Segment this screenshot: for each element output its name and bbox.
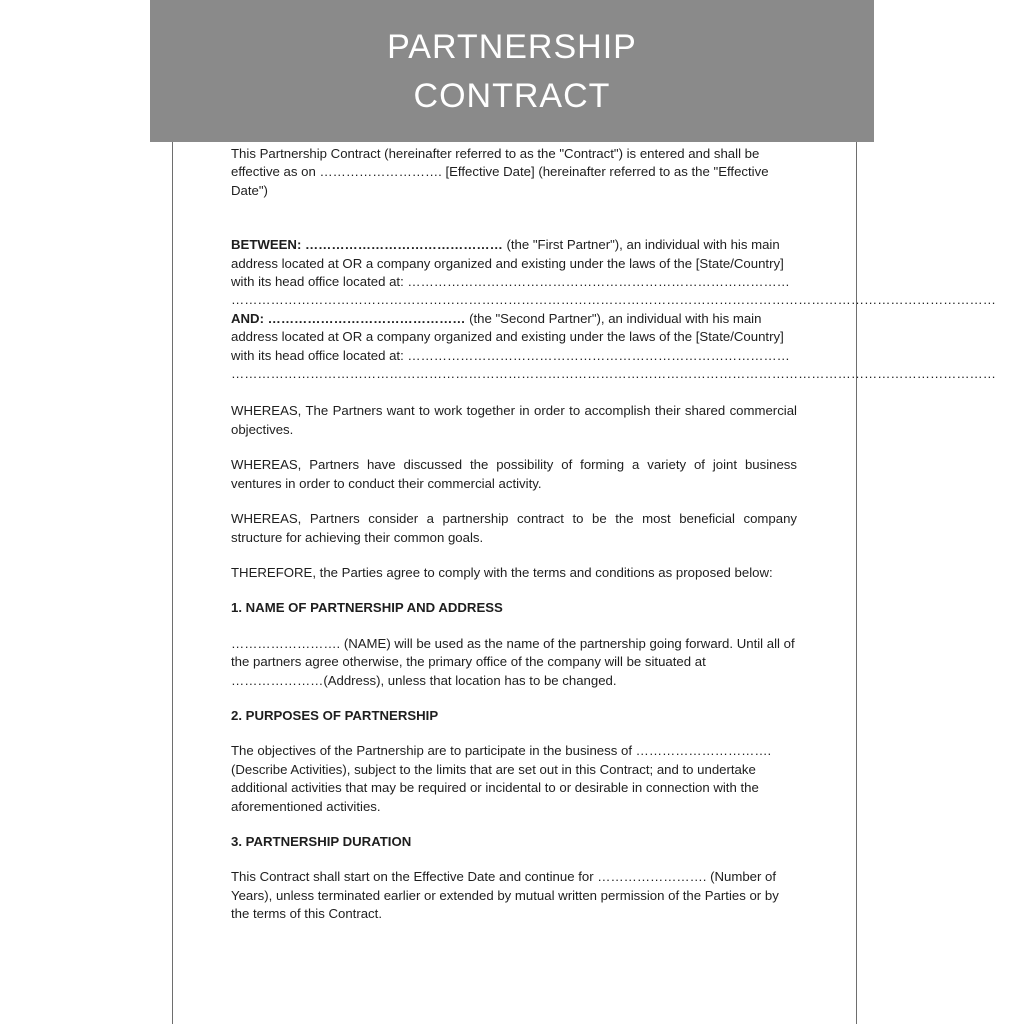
whereas-paragraph-3: WHEREAS, Partners consider a partnership contract to be the most beneficial company structure for achieving their common goals. <box>231 511 797 545</box>
between-text: (the "First Partner"), an individual with his main address located at OR a company organized and existing under the laws of the [State/Country] with its head office located at: …………………………………………………………………………… <box>231 237 790 290</box>
section-3-heading: 3. PARTNERSHIP DURATION <box>231 833 412 849</box>
and-label: AND: ……………………………………… <box>231 310 466 326</box>
section-2-heading: 2. PURPOSES OF PARTNERSHIP <box>231 707 439 723</box>
first-partner-dotted-line: ………………………………………………………………………………………………………………………………………………………… <box>231 292 996 308</box>
and-text: (the "Second Partner"), an individual with his main address located at OR a company organized and existing under the laws of the [State/Country] with its head office located at: …………………………………………………………………………… <box>231 310 790 363</box>
whereas-paragraph-2: WHEREAS, Partners have discussed the possibility of forming a variety of joint business ventures in order to conduct their commercial activity. <box>231 457 797 491</box>
banner-title-line-1: PARTNERSHIP <box>387 28 637 66</box>
section-1-heading: 1. NAME OF PARTNERSHIP AND ADDRESS <box>231 600 503 616</box>
contract-body <box>231 145 996 924</box>
banner-title-line-2: CONTRACT <box>413 77 611 115</box>
therefore-paragraph: THEREFORE, the Parties agree to comply with the terms and conditions as proposed below: <box>231 564 773 580</box>
intro-paragraph: This Partnership Contract (hereinafter referred to as the "Contract") is entered and shall be effective as on ………………………. [Effective Date] (hereinafter referred to as the "Effective Date") <box>231 146 769 198</box>
section-3-body: This Contract shall start on the Effective Date and continue for ……………………. (Number of Years), unless terminated earlier or extended by mutual written permission of the Parties or by the terms of this Contract. <box>231 869 779 922</box>
second-partner-paragraph <box>231 310 797 365</box>
between-label: BETWEEN: ……………………………………… <box>231 237 503 253</box>
second-partner-dotted-line: ………………………………………………………………………………………………………………………………………………………… <box>231 366 996 382</box>
section-2-body: The objectives of the Partnership are to participate in the business of …………………………. (Describe Activities), subject to the limits that are set out in this Contract; and to undertake additional activities that may be required or incidental to or desirable in connection with the aforementioned activities. <box>231 743 772 814</box>
whereas-paragraph-1: WHEREAS, The Partners want to work together in order to accomplish their shared commercial objectives. <box>231 403 797 437</box>
first-partner-paragraph <box>231 236 797 291</box>
section-1-body: ……………………. (NAME) will be used as the name of the partnership going forward. Until all of the partners agree otherwise, the primary office of the company will be situated at …………………(Address), unless that location has to be changed. <box>231 635 795 688</box>
title-banner <box>150 0 874 142</box>
